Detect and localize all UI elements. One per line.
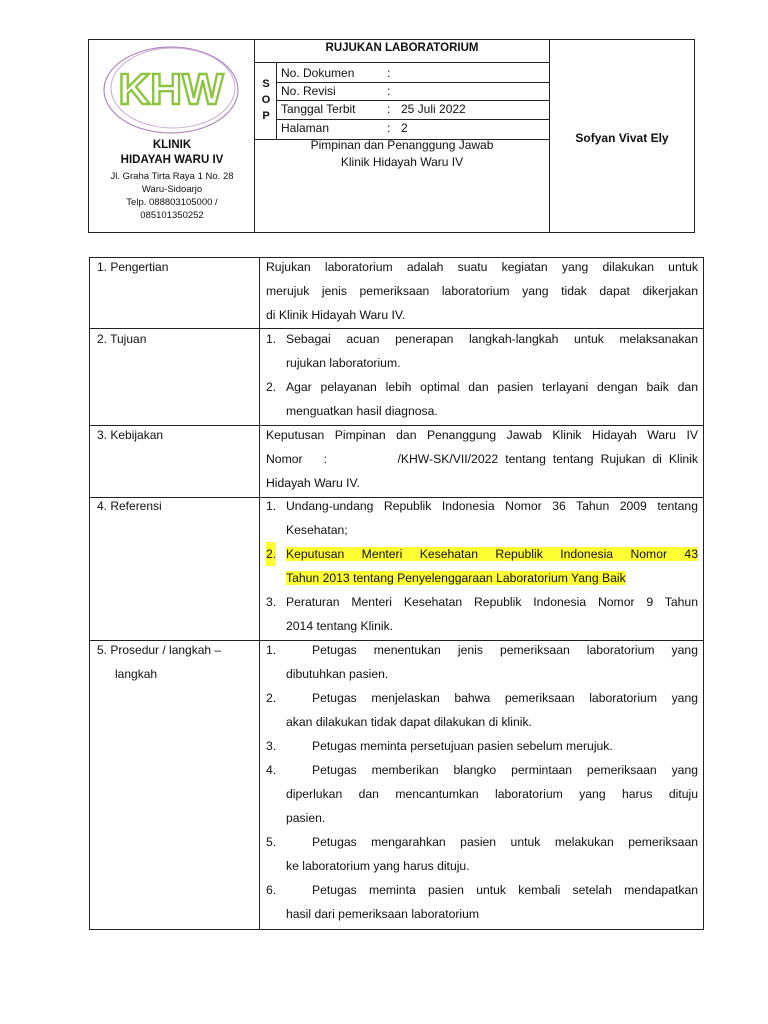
procedure-step — [266, 638, 698, 686]
divider — [259, 258, 260, 929]
document-title: RUJUKAN LABORATORIUM — [325, 42, 479, 54]
step-number: 3. — [266, 739, 277, 753]
clinic-logo — [101, 44, 241, 136]
meta-label: No. Revisi — [281, 84, 336, 98]
body-line: Nomor : /KHW-SK/VII/2022 tentang tentang Rujukan di Klinik — [266, 452, 698, 466]
step-number: 2. — [266, 691, 277, 705]
body-line: akan dilakukan tidak dapat dilakukan di klinik. — [286, 715, 532, 729]
section-label-pengertian: 1. Pengertian — [97, 260, 169, 274]
body-line: dibutuhkan pasien. — [286, 667, 389, 681]
meta-row-halaman — [277, 121, 549, 137]
body-line: ke laboratorium yang harus dituju. — [286, 859, 470, 873]
procedure-step — [266, 830, 698, 878]
section-label-referensi: 4. Referensi — [97, 499, 162, 513]
divider — [277, 100, 549, 101]
label-line: 5. Prosedur / langkah – — [97, 643, 222, 657]
section-body-kebijakan — [266, 423, 698, 495]
list-number: 3. — [266, 595, 277, 609]
body-line: diperlukan dan mencantumkan laboratorium yang harus dituju — [286, 787, 698, 801]
highlighted-text: Tahun 2013 tentang Penyelenggaraan Laboratorium Yang Baik — [286, 571, 626, 585]
logo-text: KHW — [118, 65, 224, 114]
body-line: Sebagai acuan penerapan langkah-langkah untuk melaksanakan — [286, 332, 698, 346]
sop-letter-p: P — [262, 110, 270, 122]
body-line: Keputusan Pimpinan dan Penanggung Jawab Klinik Hidayah Waru IV — [266, 428, 698, 442]
list-item — [266, 327, 698, 375]
body-line: Hidayah Waru IV. — [266, 476, 360, 490]
meta-value: 25 Juli 2022 — [401, 102, 466, 116]
document-header — [88, 39, 695, 233]
section-body-pengertian — [266, 255, 698, 327]
section-body-tujuan — [266, 327, 698, 423]
section-label-kebijakan: 3. Kebijakan — [97, 428, 164, 442]
divider — [277, 82, 549, 83]
sop-letter-o: O — [261, 94, 271, 106]
sop-letter-s: S — [262, 78, 270, 90]
meta-label: Halaman — [281, 121, 330, 135]
procedure-step — [266, 686, 698, 734]
list-item — [266, 494, 698, 542]
approver-title-line1: Pimpinan dan Penanggung Jawab — [310, 138, 494, 152]
body-line: Petugas memberikan blangko permintaan pemeriksaan yang — [312, 763, 698, 777]
clinic-address-line1: Jl. Graha Tirta Raya 1 No. 28 — [110, 171, 234, 182]
clinic-label: KLINIK — [152, 139, 192, 151]
body-line: Petugas meminta pasien untuk kembali setelah mendapatkan — [312, 883, 698, 897]
meta-label: Tanggal Terbit — [281, 102, 356, 116]
body-line: menguatkan hasil diagnosa. — [286, 404, 438, 418]
meta-colon: : — [387, 66, 391, 80]
body-line: rujukan laboratorium. — [286, 356, 401, 370]
body-line: Rujukan laboratorium adalah suatu kegiatan yang dilakukan untuk — [266, 260, 698, 274]
list-number: 1. — [266, 499, 277, 513]
body-line: Petugas menentukan jenis pemeriksaan laboratorium yang — [312, 643, 698, 657]
meta-colon: : — [387, 102, 391, 116]
body-line: merujuk jenis pemeriksaan laboratorium yang tidak dapat dikerjakan — [266, 284, 698, 298]
step-number: 4. — [266, 763, 277, 777]
body-line — [286, 566, 698, 590]
meta-row-tanggal — [277, 102, 549, 118]
body-line: hasil dari pemeriksaan laboratorium — [286, 907, 480, 921]
body-line: di Klinik Hidayah Waru IV. — [266, 308, 406, 322]
body-line: Agar pelayanan lebih optimal dan pasien terlayani dengan baik dan — [286, 380, 698, 394]
procedure-step — [266, 758, 698, 830]
approver-title-line2: Klinik Hidayah Waru IV — [340, 155, 464, 169]
section-body-prosedur — [266, 638, 698, 926]
meta-row-revisi — [277, 84, 549, 100]
list-item — [266, 375, 698, 423]
body-line: Undang-undang Republik Indonesia Nomor 36 Tahun 2009 tentang — [286, 499, 698, 513]
body-line: Petugas menjelaskan bahwa pemeriksaan laboratorium yang — [312, 691, 698, 705]
step-number: 5. — [266, 835, 277, 849]
body-line: Petugas meminta persetujuan pasien sebelum merujuk. — [312, 739, 613, 753]
highlighted-text: Keputusan Menteri Kesehatan Republik Indonesia Nomor 43 — [286, 547, 698, 561]
meta-colon: : — [387, 121, 391, 135]
section-label-prosedur — [97, 638, 221, 686]
clinic-identity — [89, 40, 255, 233]
step-number: 1. — [266, 643, 277, 657]
procedure-step — [266, 734, 698, 758]
clinic-phone-line1: Telp. 088803105000 / — [126, 197, 218, 208]
list-item-highlighted — [266, 542, 698, 590]
body-line: Petugas mengarahkan pasien untuk melakukan pemeriksaan — [312, 835, 698, 849]
meta-colon: : — [387, 84, 391, 98]
label-line: langkah — [115, 667, 158, 681]
sop-content-table — [89, 257, 704, 930]
list-item — [266, 590, 698, 638]
divider — [277, 119, 549, 120]
body-line — [286, 542, 698, 566]
list-number: 1. — [266, 332, 277, 346]
divider — [255, 62, 549, 63]
list-number: 2. — [266, 380, 277, 394]
body-line: Kesehatan; — [286, 523, 348, 537]
section-body-referensi — [266, 494, 698, 638]
section-label-tujuan: 2. Tujuan — [97, 332, 147, 346]
body-line: pasien. — [286, 811, 326, 825]
step-number: 6. — [266, 883, 277, 897]
meta-label: No. Dokumen — [281, 66, 355, 80]
meta-value: 2 — [401, 121, 408, 135]
clinic-address-line2: Waru-Sidoarjo — [141, 184, 203, 195]
procedure-step — [266, 878, 698, 926]
clinic-name: HIDAYAH WARU IV — [120, 154, 224, 166]
clinic-phone-line2: 085101350252 — [140, 210, 204, 221]
meta-row-dokumen — [277, 66, 549, 82]
list-number: 2. — [266, 542, 276, 566]
body-line: 2014 tentang Klinik. — [286, 619, 394, 633]
signer-name: Sofyan Vivat Ely — [575, 131, 669, 145]
body-line: Peraturan Menteri Kesehatan Republik Indonesia Nomor 9 Tahun — [286, 595, 698, 609]
